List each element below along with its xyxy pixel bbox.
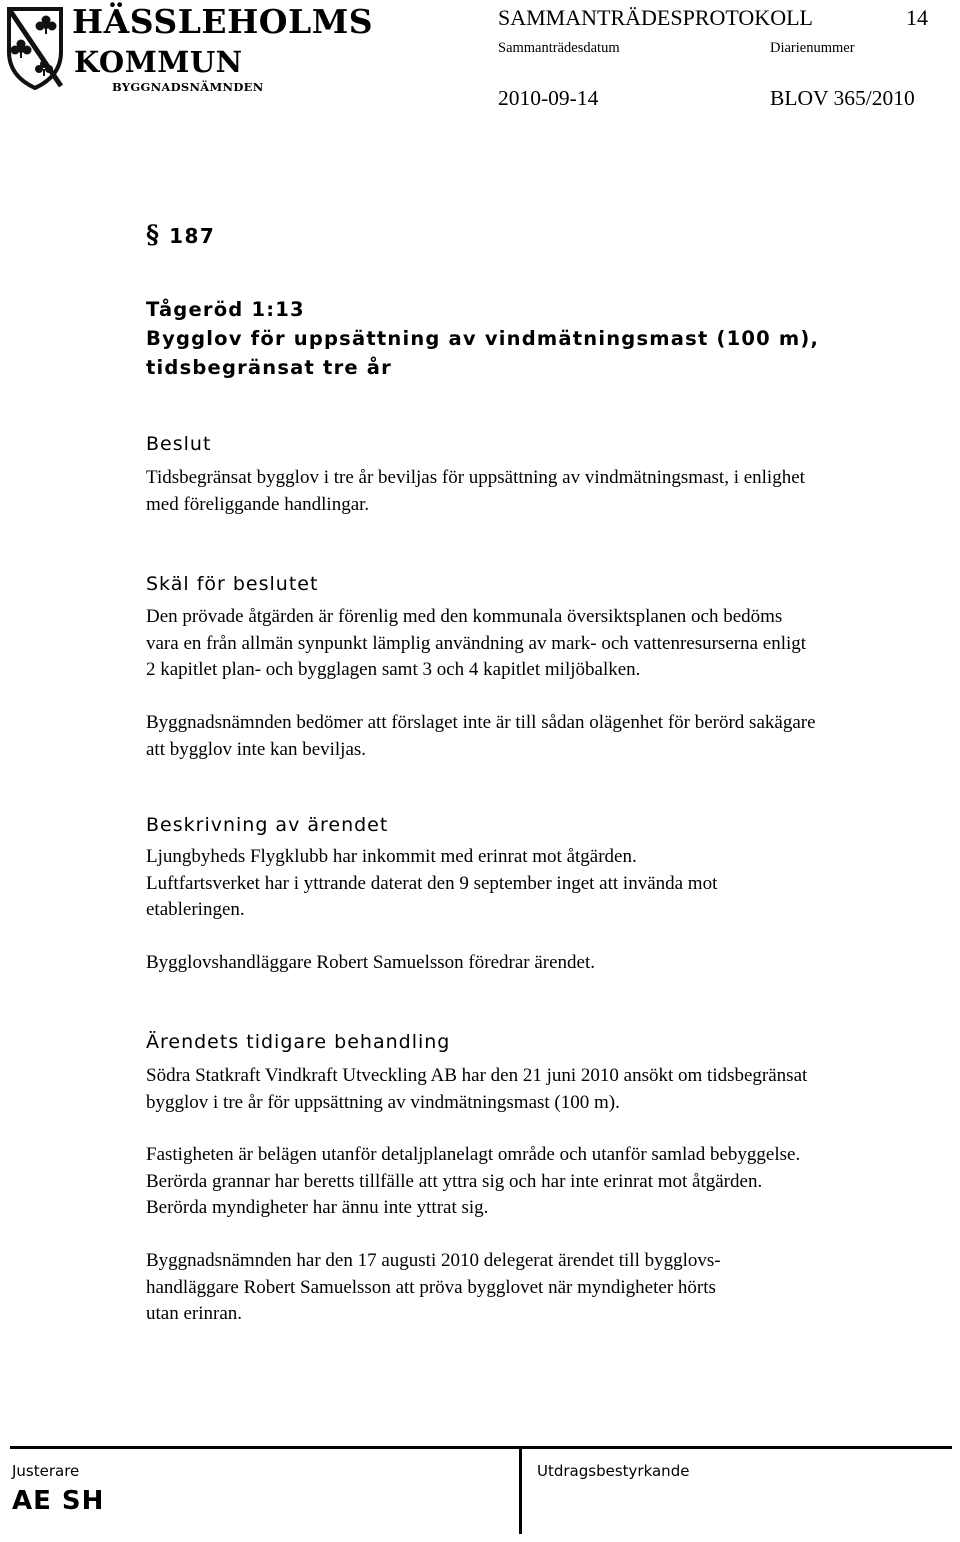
skal-paragraph-1 [146, 604, 806, 684]
skal-paragraph-2 [146, 710, 816, 763]
text-line: Fastigheten är belägen utanför detaljplanelagt område och utanför samlad bebyggelse. [146, 1144, 801, 1165]
text-line: Ljungbyheds Flygklubb har inkommit med erinrat mot åtgärden. [146, 846, 637, 867]
tidigare-paragraph-3 [146, 1248, 721, 1328]
text-line: Bygglovshandläggare Robert Samuelsson föredrar ärendet. [146, 952, 596, 973]
beskrivning-paragraph-1 [146, 844, 717, 924]
meeting-date-label: Sammanträdesdatum [498, 40, 620, 56]
text-line: Den prövade åtgärden är förenlig med den kommunala översiktsplanen och bedöms [146, 606, 783, 627]
text-line: etableringen. [146, 899, 245, 920]
heading-beslut: Beslut [146, 433, 212, 455]
footer-divider [519, 1446, 522, 1534]
text-line: Tidsbegränsat bygglov i tre år beviljas för uppsättning av vindmätningsmast, i enlighet [146, 467, 805, 488]
text-line: vara en från allmän synpunkt lämplig användning av mark- och vattenresurserna enligt [146, 632, 807, 654]
section-sign-icon: § [146, 220, 160, 249]
paragraph-number [146, 220, 215, 249]
text-line: Berörda myndigheter har ännu inte yttrat sig. [146, 1197, 489, 1218]
paragraph-number-value: 187 [169, 224, 216, 248]
property-designation: Tågeröd 1:13 [146, 298, 305, 321]
tidigare-paragraph-1 [146, 1063, 807, 1116]
logo-name-line2: KOMMUN [74, 45, 243, 79]
meeting-date-value: 2010-09-14 [498, 86, 599, 110]
diary-number-value: BLOV 365/2010 [770, 86, 915, 110]
justerare-initials: AE SH [12, 1486, 105, 1516]
diary-number-label: Diarienummer [770, 40, 855, 56]
text-line: Södra Statkraft Vindkraft Utveckling AB har den 21 juni 2010 ansökt om tidsbegränsat [146, 1065, 808, 1086]
matter-title-line2: tidsbegränsat tre år [146, 356, 392, 379]
footer-rule [10, 1446, 952, 1449]
text-line: Byggnadsnämnden har den 17 augusti 2010 delegerat ärendet till bygglovs- [146, 1250, 721, 1271]
logo-name-line1: HÄSSLEHOLMS [72, 2, 374, 41]
text-line: 2 kapitlet plan- och bygglagen samt 3 och 4 kapitlet miljöbalken. [146, 659, 641, 680]
text-line: bygglov i tre år för uppsättning av vindmätningsmast (100 m). [146, 1091, 620, 1113]
heading-tidigare-behandling: Ärendets tidigare behandling [146, 1031, 451, 1053]
justerare-label: Justerare [12, 1462, 80, 1480]
page-number: 14 [906, 5, 928, 30]
heading-skal-for-beslutet: Skäl för beslutet [146, 573, 319, 595]
heading-beskrivning: Beskrivning av ärendet [146, 814, 389, 836]
text-line: handläggare Robert Samuelsson att pröva bygglovet när myndigheter hörts [146, 1276, 716, 1298]
text-line: Byggnadsnämnden bedömer att förslaget inte är till sådan olägenhet för berörd sakägare [146, 712, 816, 733]
tidigare-paragraph-2 [146, 1142, 800, 1222]
logo-name-line3: BYGGNADSNÄMNDEN [112, 80, 264, 94]
beslut-text [146, 465, 805, 518]
utdragsbestyrkande-label: Utdragsbestyrkande [537, 1462, 690, 1480]
coat-of-arms-icon [6, 6, 64, 90]
text-line: Berörda grannar har beretts tillfälle att yttra sig och har inte erinrat mot åtgärden. [146, 1170, 763, 1192]
text-line: med föreliggande handlingar. [146, 493, 370, 515]
matter-title-line1: Bygglov för uppsättning av vindmätningsmast (100 m), [146, 327, 820, 350]
text-line: att bygglov inte kan beviljas. [146, 738, 367, 760]
document-type-title: SAMMANTRÄDESPROTOKOLL [498, 5, 813, 30]
beskrivning-paragraph-2 [146, 950, 595, 977]
text-line: Luftfartsverket har i yttrande daterat den 9 september inget att invända mot [146, 872, 718, 894]
municipality-logo [6, 2, 374, 96]
text-line: utan erinran. [146, 1303, 243, 1324]
